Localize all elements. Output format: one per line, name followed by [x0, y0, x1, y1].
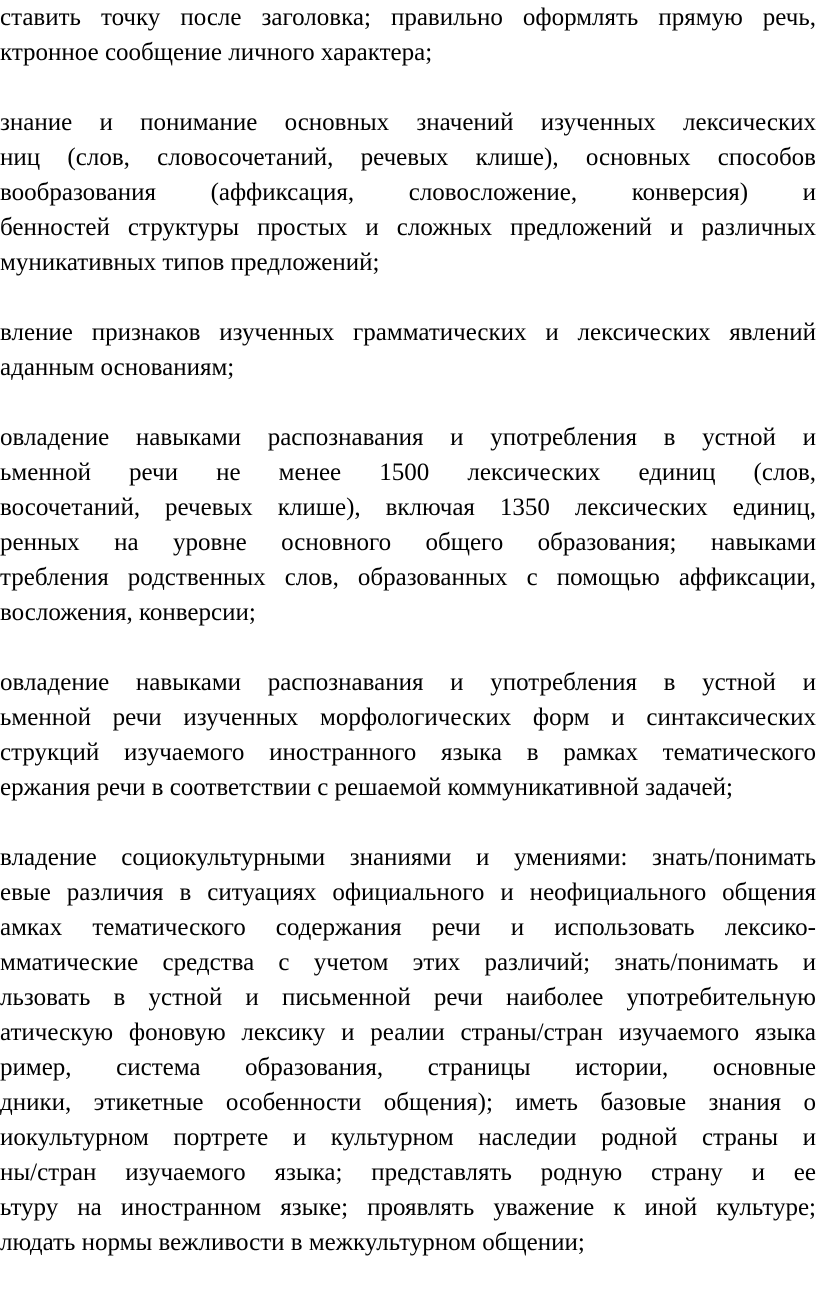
text-line: ример, система образования, страницы истории, основные	[0, 1054, 816, 1081]
text-line: мматические средства с учетом этих различий; знать/понимать и	[0, 949, 816, 976]
paragraph-punctuation	[0, 0, 816, 70]
text-line: ержания речи в соответствии с решаемой коммуникативной задачей;	[0, 774, 733, 801]
text-line: ьменной речи изученных морфологических форм и синтаксических	[0, 704, 816, 731]
text-line: бенностей структуры простых и сложных предложений и различных	[0, 214, 816, 241]
text-line: вообразования (аффиксация, словосложение, конверсия) и	[0, 179, 816, 206]
text-line: ренных на уровне основного общего образования; навыками	[0, 529, 816, 556]
text-line: овладение навыками распознавания и употребления в устной и	[0, 424, 816, 451]
text-line: аданным основаниям;	[0, 354, 235, 381]
text-line: льзовать в устной и письменной речи наиболее употребительную	[0, 984, 816, 1011]
text-line: ьменной речи не менее 1500 лексических единиц (слов,	[0, 459, 816, 486]
paragraph-lexical-units	[0, 105, 816, 280]
text-line: людать нормы вежливости в межкультурном общении;	[0, 1229, 585, 1256]
text-line: восочетаний, речевых клише), включая 1350 лексических единиц,	[0, 494, 816, 521]
text-line: владение социокультурными знаниями и умениями: знать/понимать	[0, 844, 816, 871]
text-line: ниц (слов, словосочетаний, речевых клише), основных способов	[0, 144, 816, 171]
text-line: муникативных типов предложений;	[0, 249, 380, 276]
text-line: требления родственных слов, образованных с помощью аффиксации,	[0, 564, 816, 591]
text-line: дники, этикетные особенности общения); иметь базовые знания о	[0, 1089, 816, 1116]
text-line: знание и понимание основных значений изученных лексических	[0, 109, 816, 136]
text-line: ставить точку после заголовка; правильно оформлять прямую речь,	[0, 4, 816, 31]
paragraph-vocabulary-skills	[0, 420, 816, 630]
text-line: ктронное сообщение личного характера;	[0, 39, 433, 66]
text-line: амках тематического содержания речи и использовать лексико-	[0, 914, 816, 941]
text-line: вление признаков изученных грамматических и лексических явлений	[0, 319, 816, 346]
text-line: струкций изучаемого иностранного языка в рамках тематического	[0, 739, 816, 766]
text-line: иокультурном портрете и культурном наследии родной страны и	[0, 1124, 816, 1151]
text-line: ны/стран изучаемого языка; представлять родную страну и ее	[0, 1159, 816, 1186]
text-line: овладение навыками распознавания и употребления в устной и	[0, 669, 816, 696]
paragraph-sociocultural	[0, 840, 816, 1260]
text-line: ьтуру на иностранном языке; проявлять уважение к иной культуре;	[0, 1194, 816, 1221]
text-line: восложения, конверсии;	[0, 599, 256, 626]
text-line: евые различия в ситуациях официального и неофициального общения	[0, 879, 816, 906]
paragraph-grammar-features	[0, 315, 816, 385]
text-line: атическую фоновую лексику и реалии страны/стран изучаемого языка	[0, 1019, 816, 1046]
paragraph-morphology-skills	[0, 665, 816, 805]
